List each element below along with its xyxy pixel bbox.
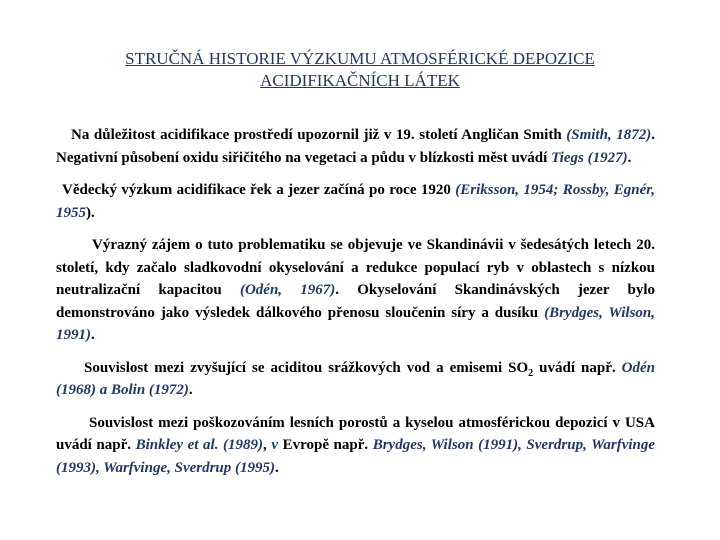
citation: (Smith, 1872) bbox=[566, 127, 652, 143]
citation: Tiegs (1927) bbox=[551, 149, 628, 166]
paragraph-text: . Negativní působení oxidu siřičitého na vegetaci a půdu v blízkosti měst uvádí bbox=[56, 127, 655, 166]
paragraph-text: Evropě např. bbox=[278, 437, 373, 453]
title-line-2: ACIDIFIKAČNÍCH LÁTEK bbox=[260, 71, 460, 90]
citation: Brydges, Wilson (1991), Sverdrup, Warfvinge (1993), Warfvinge, Sverdrup (1995) bbox=[56, 437, 656, 476]
paragraph-text: Souvislost mezi poškozováním lesních porostů a kyselou atmosférickou depozicí v USA uvádí např. bbox=[56, 414, 655, 453]
citation: (Odén, 1967) bbox=[239, 282, 336, 298]
paragraph-text: ). bbox=[86, 204, 95, 221]
word-v: v bbox=[271, 437, 279, 453]
paragraph-text: Na důležitost acidifikace prostředí upozornil již v 19. století Angličan Smith bbox=[71, 127, 567, 143]
paragraph-eriksson bbox=[56, 179, 655, 224]
paragraph-text: . bbox=[91, 327, 95, 343]
paragraph-text: , bbox=[263, 437, 272, 453]
slide-title bbox=[40, 48, 680, 92]
title-line-1: STRUČNÁ HISTORIE VÝZKUMU ATMOSFÉRICKÉ DEPOZICE bbox=[125, 49, 595, 68]
paragraph-so2 bbox=[56, 357, 655, 402]
paragraph-scandinavia bbox=[56, 234, 655, 347]
paragraph-text: Vědecký výzkum acidifikace řek a jezer začíná po roce 1920 bbox=[62, 182, 456, 198]
paragraph-text: . bbox=[627, 149, 632, 166]
paragraph-text: . Okyselování Skandinávských jezer bylo demonstrováno jako výsledek dálkového přenosu sloučenin síry a dusíku bbox=[56, 282, 655, 321]
paragraph-text: uvádí např. bbox=[533, 359, 622, 376]
paragraph-text: . bbox=[188, 382, 193, 398]
paragraph-text: Souvislost mezi zvyšující se aciditou srážkových vod a emisemi SO bbox=[84, 359, 529, 376]
citation: (Eriksson, 1954; Rossby, Egnér, 1955 bbox=[56, 182, 655, 221]
citation: Binkley et al. (1989) bbox=[135, 437, 264, 453]
paragraph-text: Výrazný zájem o tuto problematiku se objevuje ve Skandinávii v šedesátých letech 20. století, kdy začalo sladkovodní okyselování a redukce populací ryb v oblastech s nízkou neutralizační kapacitou bbox=[56, 237, 655, 298]
citation: Odén (1968) a Bolin (1972) bbox=[56, 359, 655, 398]
paragraph-smith bbox=[56, 124, 655, 169]
slide-body bbox=[56, 124, 655, 479]
paragraph-forests bbox=[56, 412, 655, 480]
subscript-2: 2 bbox=[528, 367, 534, 379]
paragraph-text: . bbox=[275, 459, 279, 476]
citation: (Brydges, Wilson, 1991) bbox=[56, 304, 656, 343]
